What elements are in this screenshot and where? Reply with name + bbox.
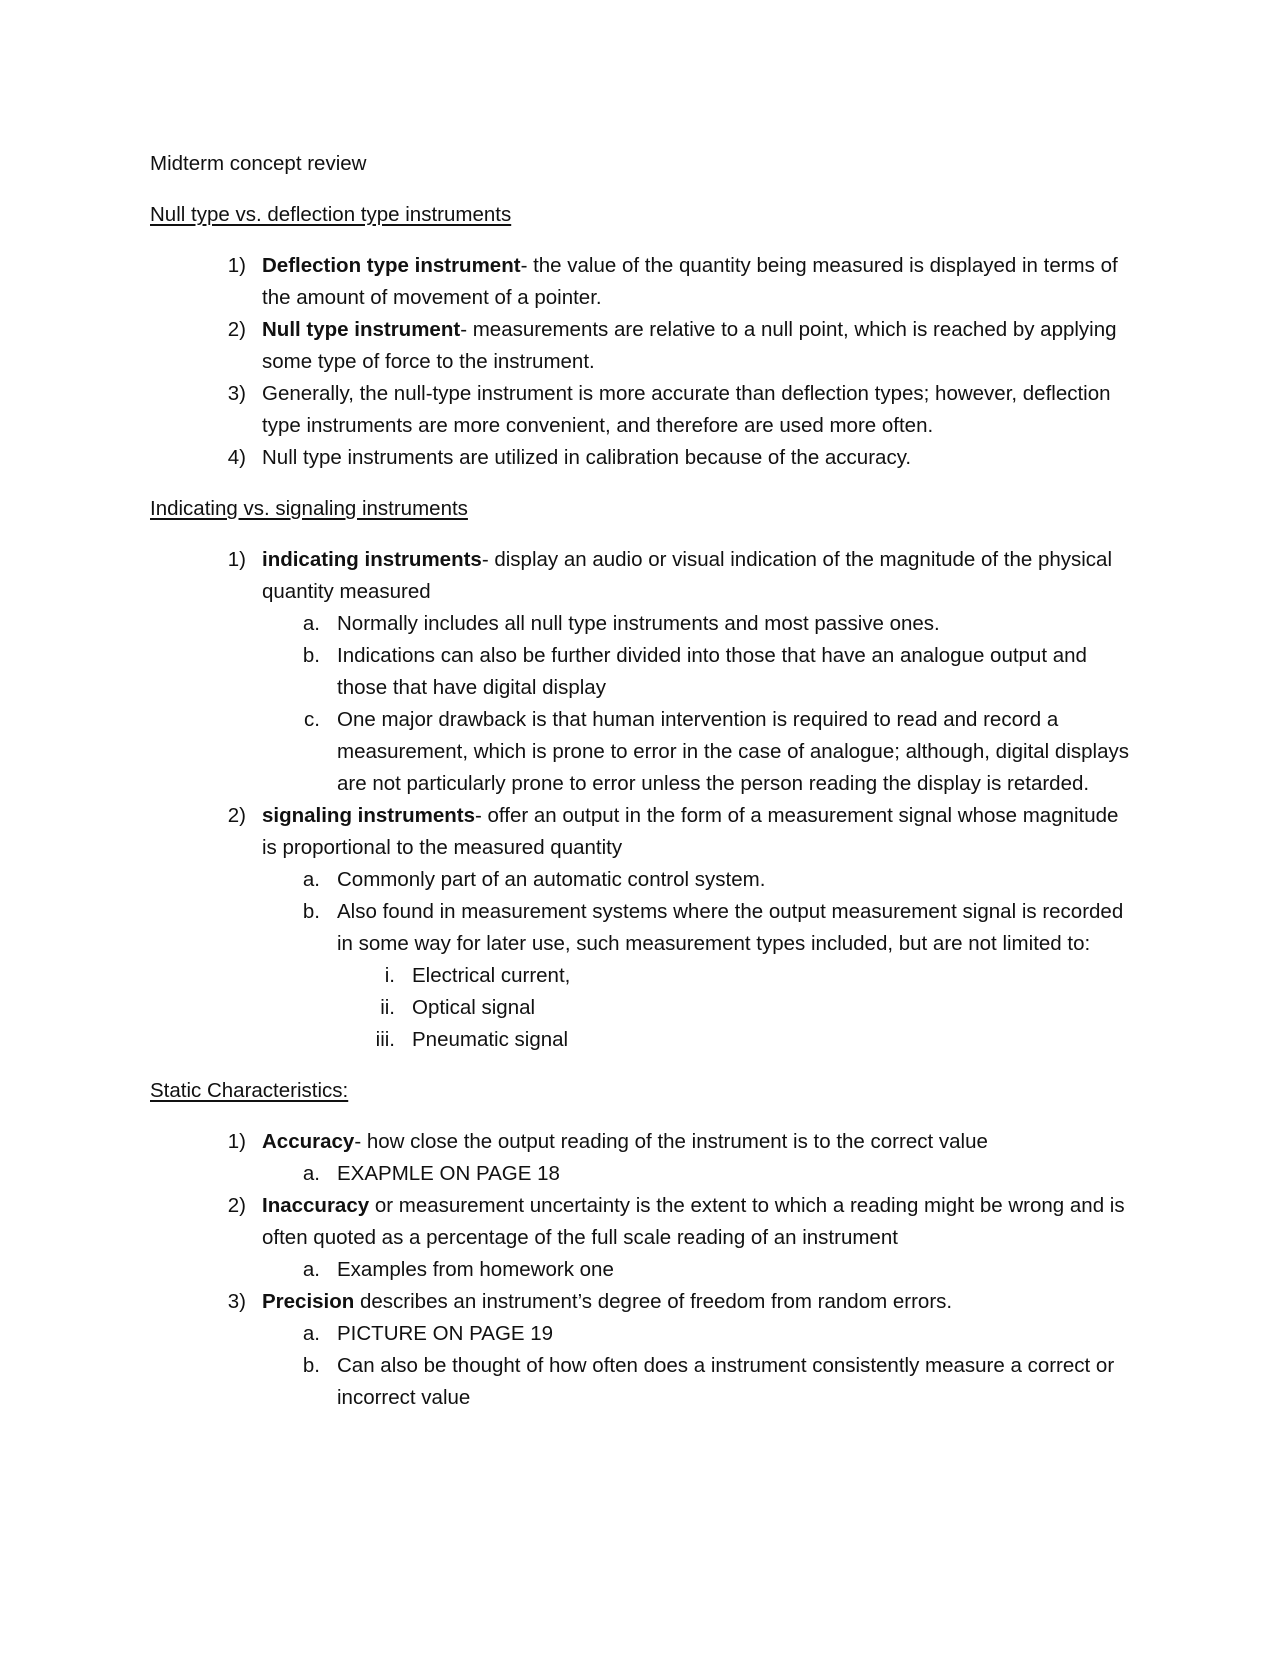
sub-list-letter: a. [302,612,320,635]
definition: - measurements are relative to a null point, which is reached by applying some type of force to the instrument. [262,318,1117,373]
term: signaling instruments [262,804,475,827]
list-number: 2) [227,318,246,341]
roman-numeral: ii. [380,996,395,1019]
definition: - offer an output in the form of a measurement signal whose magnitude is proportional to the measured quantity [262,804,1119,859]
roman-numeral: iii. [375,1028,395,1051]
list-item [150,442,1130,474]
sub-list-text: PICTURE ON PAGE 19 [337,1322,554,1345]
sub-list-letter: a. [302,1322,320,1345]
definition: - the value of the quantity being measured is displayed in terms of the amount of movement of a pointer. [262,254,1118,309]
list-item [150,544,1130,608]
section-heading-null-vs-deflection: Null type vs. deflection type instruments [150,203,512,226]
list-item [150,378,1130,442]
sub-list-item [150,640,1130,704]
list-item [150,1286,1130,1318]
list-item [150,800,1130,864]
term: indicating instruments [262,548,482,571]
document-page [150,148,1130,1433]
term: Deflection type instrument [262,254,521,277]
sub-list-text: Commonly part of an automatic control system. [337,868,766,891]
sub-list-text: Examples from homework one [337,1258,614,1281]
list-item [150,1190,1130,1254]
sub-sub-list-text: Electrical current, [412,964,571,987]
sub-list-item [150,1254,1130,1286]
list-number: 1) [227,254,246,277]
list-number: 2) [227,1194,246,1217]
list-text: Generally, the null-type instrument is more accurate than deflection types; however, deflection type instruments are more convenient, and therefore are used more often. [262,382,1111,437]
list-number: 4) [227,446,246,469]
sub-list-letter: a. [302,1258,320,1281]
sub-list-letter: b. [302,900,320,923]
list-number: 2) [227,804,246,827]
list-text: Null type instruments are utilized in calibration because of the accuracy. [262,446,912,469]
sub-list-text: EXAPMLE ON PAGE 18 [337,1162,560,1185]
sub-list-letter: a. [302,868,320,891]
term: Precision [262,1290,355,1313]
sub-list-item [150,1158,1130,1190]
term: Accuracy [262,1130,355,1153]
sub-list-text: Indications can also be further divided into those that have an analogue output and those that have digital display [337,644,1087,699]
list-item [150,1126,1130,1158]
list-number: 3) [227,382,246,405]
roman-numeral: i. [384,964,395,987]
sub-sub-list-text: Optical signal [412,996,536,1019]
sub-list-item [150,1318,1130,1350]
static-characteristics-list [150,1126,1130,1414]
definition: - how close the output reading of the instrument is to the correct value [354,1130,988,1153]
sub-sub-list-item [150,960,1130,992]
section-heading-indicating-vs-signaling: Indicating vs. signaling instruments [150,497,468,520]
sub-list-item [150,1350,1130,1414]
sub-list-text: Normally includes all null type instruments and most passive ones. [337,612,940,635]
definition: - display an audio or visual indication of the magnitude of the physical quantity measured [262,548,1113,603]
list-number: 1) [227,1130,246,1153]
list-item [150,250,1130,314]
section-heading-static-characteristics: Static Characteristics: [150,1079,349,1102]
list-number: 1) [227,548,246,571]
sub-list-letter: b. [302,1354,320,1377]
document-title: Midterm concept review [150,152,367,175]
sub-list-item [150,864,1130,896]
sub-sub-list-item [150,1024,1130,1056]
list-item [150,314,1130,378]
definition: describes an instrument’s degree of freedom from random errors. [354,1290,953,1313]
list-number: 3) [227,1290,246,1313]
sub-sub-list-text: Pneumatic signal [412,1028,569,1051]
sub-list-text: Also found in measurement systems where the output measurement signal is recorded in some way for later use, such measurement types included, but are not limited to: [337,900,1124,955]
sub-list-letter: c. [304,708,320,731]
term: Null type instrument [262,318,461,341]
sub-list-text: Can also be thought of how often does a instrument consistently measure a correct or incorrect value [337,1354,1115,1409]
sub-sub-list-item [150,992,1130,1024]
sub-list-item [150,608,1130,640]
term: Inaccuracy [262,1194,370,1217]
null-vs-deflection-list [150,250,1130,474]
sub-list-letter: a. [302,1162,320,1185]
sub-list-item [150,704,1130,800]
sub-list-item [150,896,1130,960]
sub-list-text: One major drawback is that human intervention is required to read and record a measurement, which is prone to error in the case of analogue; although, digital displays are not particularly prone to error unless the person reading the display is retarded. [337,708,1129,795]
definition: or measurement uncertainty is the extent to which a reading might be wrong and is often quoted as a percentage of the full scale reading of an instrument [262,1194,1125,1249]
sub-list-letter: b. [302,644,320,667]
indicating-vs-signaling-list [150,544,1130,1056]
